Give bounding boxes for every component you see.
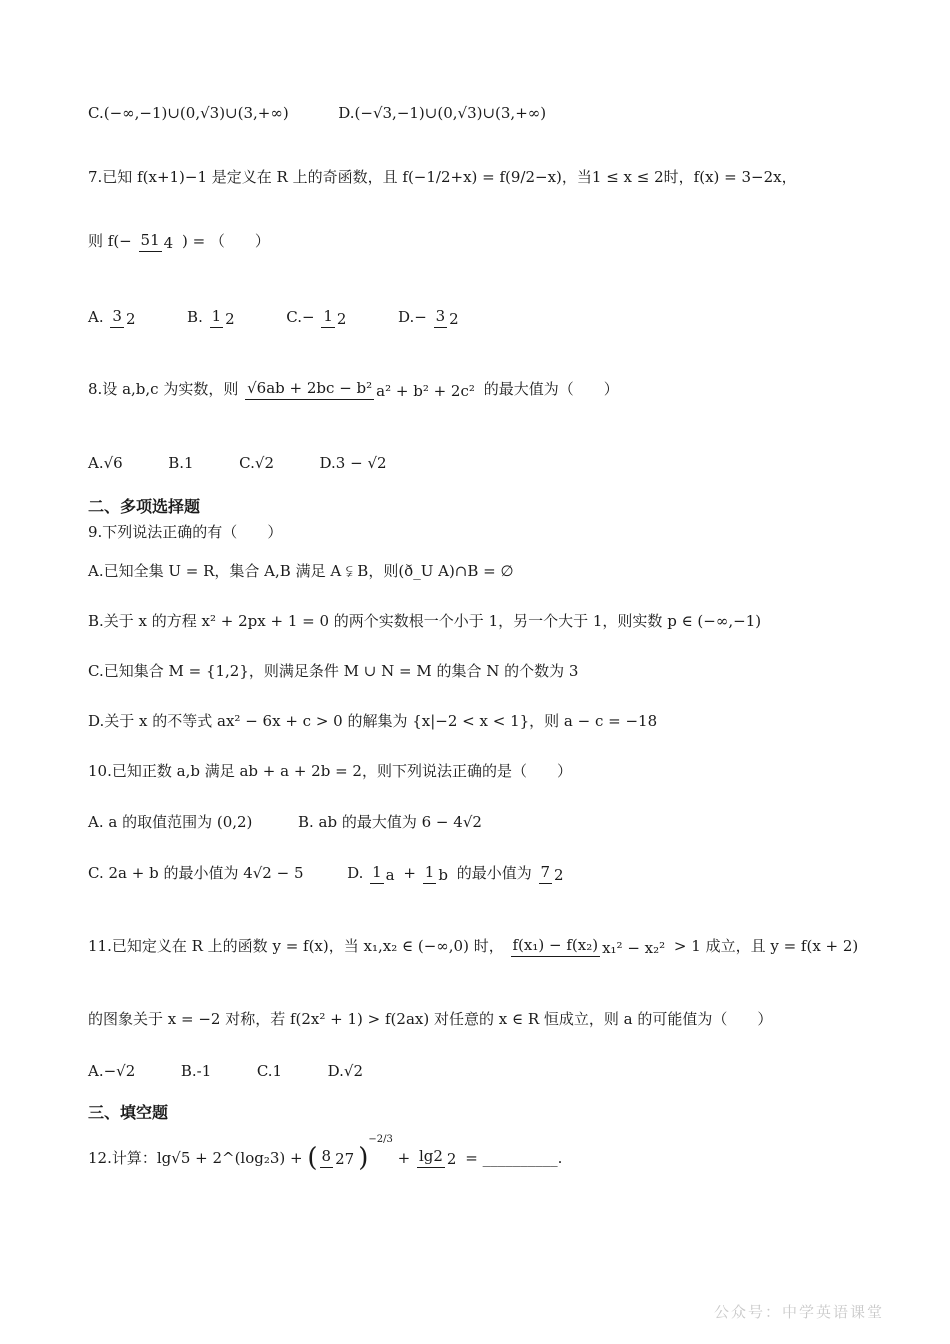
q9-option-d: D.关于 x 的不等式 ax² − 6x + c > 0 的解集为 {x|−2 < x < 1}，则 a − c = −18 [88,712,658,730]
q11-option-a: A.−√2 [88,1061,136,1080]
q7-fraction: 51 4 [140,231,174,252]
q10-option-d: D. 1 a + 1 b 的最小值为 7 2 [347,863,564,884]
q10-stem: 10.已知正数 a,b 满足 ab + a + 2b = 2，则下列说法正确的是（ ） [88,762,572,780]
q11-stem-line2: 的图象关于 x = −2 对称，若 f(2x² + 1) > f(2ax) 对任意的 x ∈ R 恒成立，则 a 的可能值为（ ） [88,1010,773,1028]
q11-options [88,1063,363,1079]
q7-option-d: D.− 3 2 [398,307,459,328]
q7-option-a: A. 3 2 [88,307,136,328]
q9-option-c: C.已知集合 M = {1,2}，则满足条件 M ∪ N = M 的集合 N 的个数为 3 [88,662,579,680]
q11-fraction: f(x₁) − f(x₂) x₁² − x₂² [512,936,666,957]
section-heading-fill-in: 三、填空题 [88,1103,169,1122]
q6-option-d: D.(−√3,−1)∪(0,√3)∪(3,+∞) [338,103,547,122]
q9-stem: 9.下列说法正确的有（ ） [88,523,283,541]
q8-option-a: A.√6 [88,453,123,472]
q11-stem-line1: 11.已知定义在 R 上的函数 y = f(x)，当 x₁,x₂ ∈ (−∞,0) 时， f(x₁) − f(x₂) x₁² − x₂² > 1 成立，且 y = f(x + 2) [88,936,859,957]
q8-options [88,455,387,471]
q12-stem: 12.计算：lg√5 + 2^(log₂3) + ( 8 27 )$^{-2/3}$ + lg2 2 = __________. [88,1134,563,1173]
q8-stem: 8.设 a,b,c 为实数，则 √6ab + 2bc − b² a² + b² + 2c² 的最大值为（ ） [88,379,619,400]
q7-options [88,308,463,328]
q8-option-d: D.3 − √2 [319,453,387,472]
q11-option-d: D.√2 [327,1061,364,1080]
q6-options [88,105,546,121]
q11-option-c: C.1 [256,1061,283,1080]
q8-option-b: B.1 [168,453,194,472]
q8-fraction: √6ab + 2bc − b² a² + b² + 2c² [247,379,475,400]
q7-option-c: C.− 1 2 [286,307,347,328]
q10-option-c: C. 2a + b 的最小值为 4√2 − 5 [88,864,304,883]
q7-option-b: B. 1 2 [187,307,235,328]
section-heading-multiple-choice: 二、多项选择题 [88,497,201,516]
q10-options-ab [88,814,482,830]
q6-option-c: C.(−∞,−1)∪(0,√3)∪(3,+∞) [88,103,289,122]
q10-option-b: B. ab 的最大值为 6 − 4√2 [297,812,482,831]
watermark: 公众号：中学英语课堂 [713,1303,884,1321]
q9-option-b: B.关于 x 的方程 x² + 2px + 1 = 0 的两个实数根一个小于 1，另一个大于 1，则实数 p ∈ (−∞,−1) [88,612,762,630]
q10-options-cd [88,864,568,884]
q7-stem-line2: 则 f(− 51 4 ) = （ ） [88,231,270,252]
q7-stem-line1: 7.已知 f(x+1)−1 是定义在 R 上的奇函数，且 f(−1/2+x) = f(9/2−x)，当1 ≤ x ≤ 2时，f(x) = 3−2x， [88,168,797,186]
q9-option-a: A.已知全集 U = R，集合 A,B 满足 A ⫋ B，则(ð_U A)∩B = ∅ [88,562,514,580]
q11-option-b: B.-1 [180,1061,212,1080]
q8-option-c: C.√2 [239,453,274,472]
q10-option-a: A. a 的取值范围为 (0,2) [88,812,253,831]
